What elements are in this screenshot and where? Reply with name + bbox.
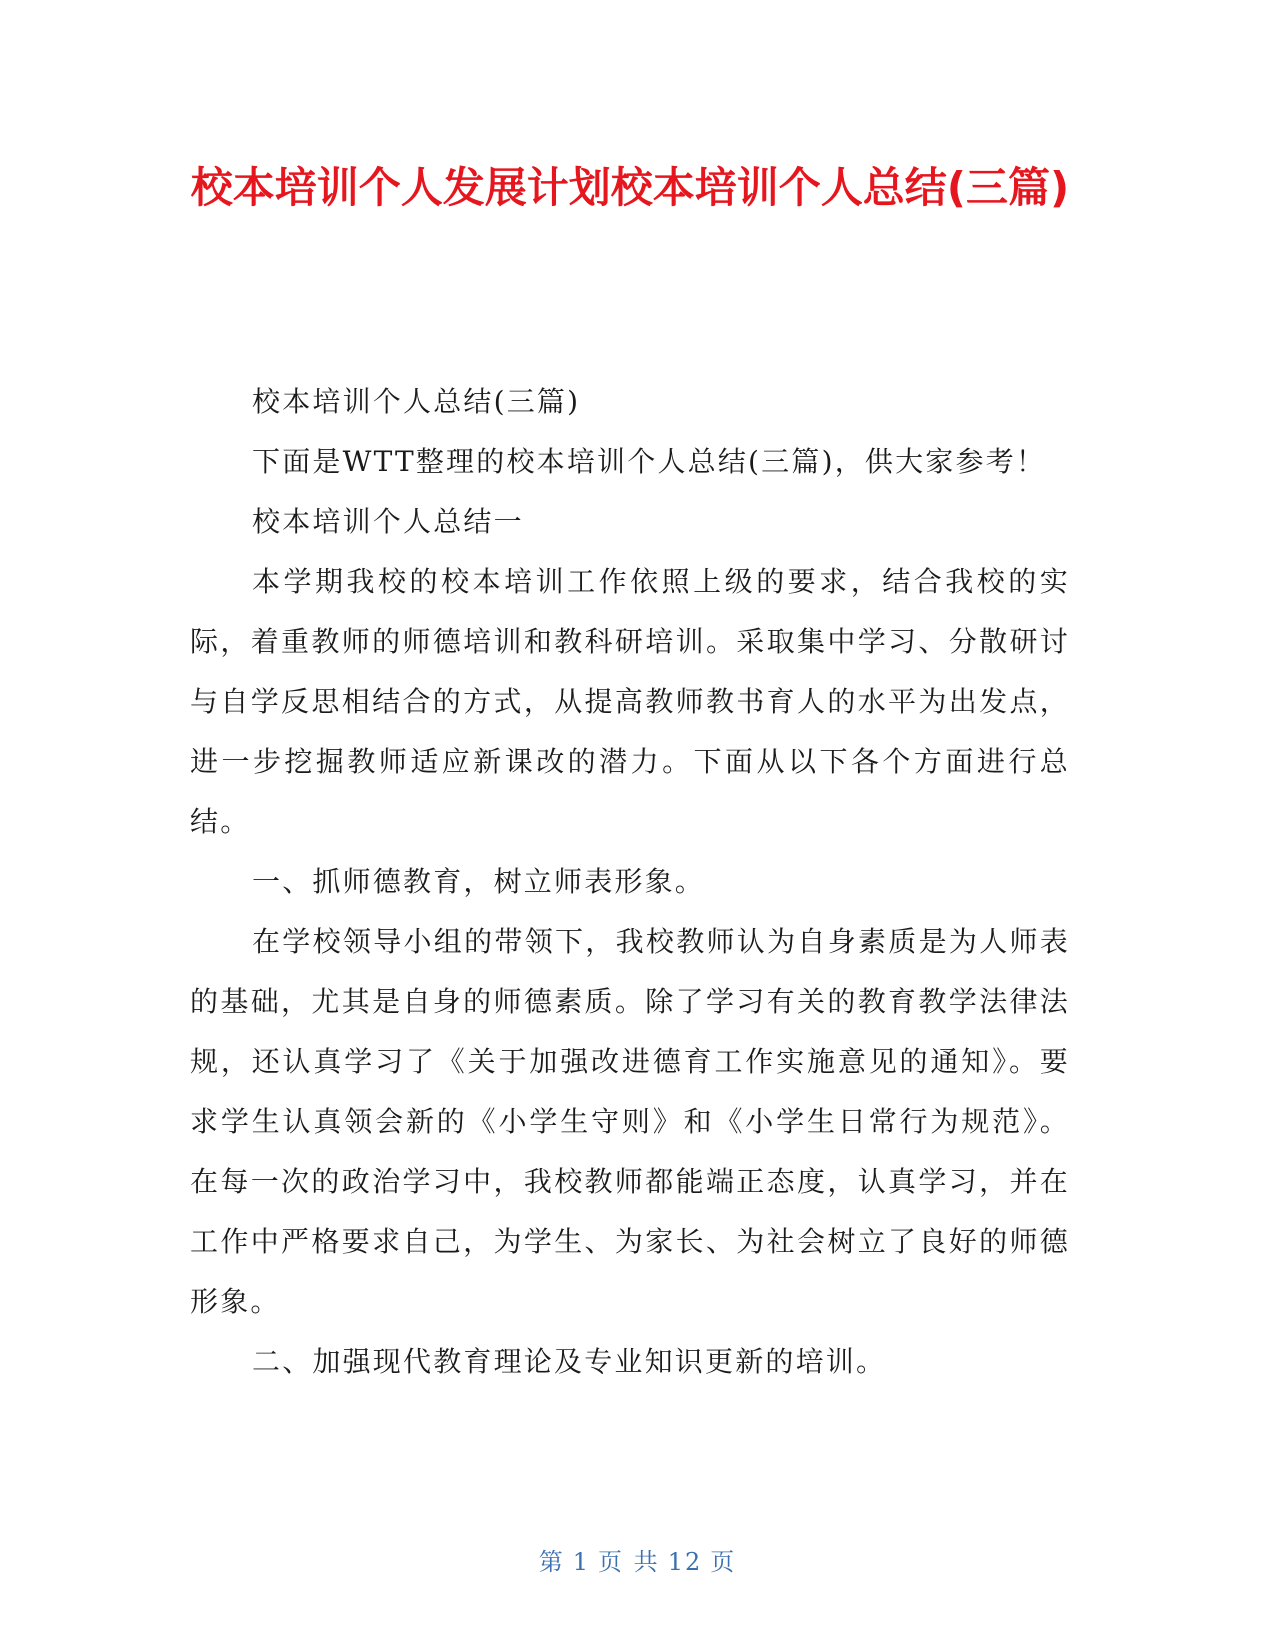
paragraph-intro: 下面是WTT整理的校本培训个人总结(三篇)，供大家参考！ [252,445,1047,478]
footer-prefix: 第 [538,1548,565,1576]
document-title: 校本培训个人发展计划校本培训个人总结(三篇) [190,163,1070,212]
section-heading-theory: 二、加强现代教育理论及专业知识更新的培训。 [252,1345,887,1378]
paragraph-subtitle: 校本培训个人总结(三篇) [252,385,581,418]
footer-suffix: 页 [710,1548,737,1576]
paragraph-overview: 本学期我校的校本培训工作依照上级的要求，结合我校的实际，着重教师的师德培训和教科研培训。采取集中学习、分散研讨与自学反思相结合的方式，从提高教师教书育人的水平为出发点，进一步挖掘教师适应新课改的潜力。下面从以下各个方面进行总结。 [190,565,1070,838]
section-heading-ethics: 一、抓师德教育，树立师表形象。 [252,865,706,898]
paragraph-ethics: 在学校领导小组的带领下，我校教师认为自身素质是为人师表的基础，尤其是自身的师德素质。除了学习有关的教育教学法律法规，还认真学习了《关于加强改进德育工作实施意见的通知》。要求学生认真领会新的《小学生守则》和《小学生日常行为规范》。在每一次的政治学习中，我校教师都能端正态度，认真学习，并在工作中严格要求自己，为学生、为家长、为社会树立了良好的师德形象。 [190,925,1070,1318]
footer-current-page: 1 [572,1548,591,1576]
footer-total-pages: 12 [667,1548,703,1576]
page-footer [0,1542,1275,1577]
section-heading-summary-one: 校本培训个人总结一 [252,505,524,538]
footer-middle: 页 共 [598,1548,660,1576]
document-body [190,372,1070,1392]
